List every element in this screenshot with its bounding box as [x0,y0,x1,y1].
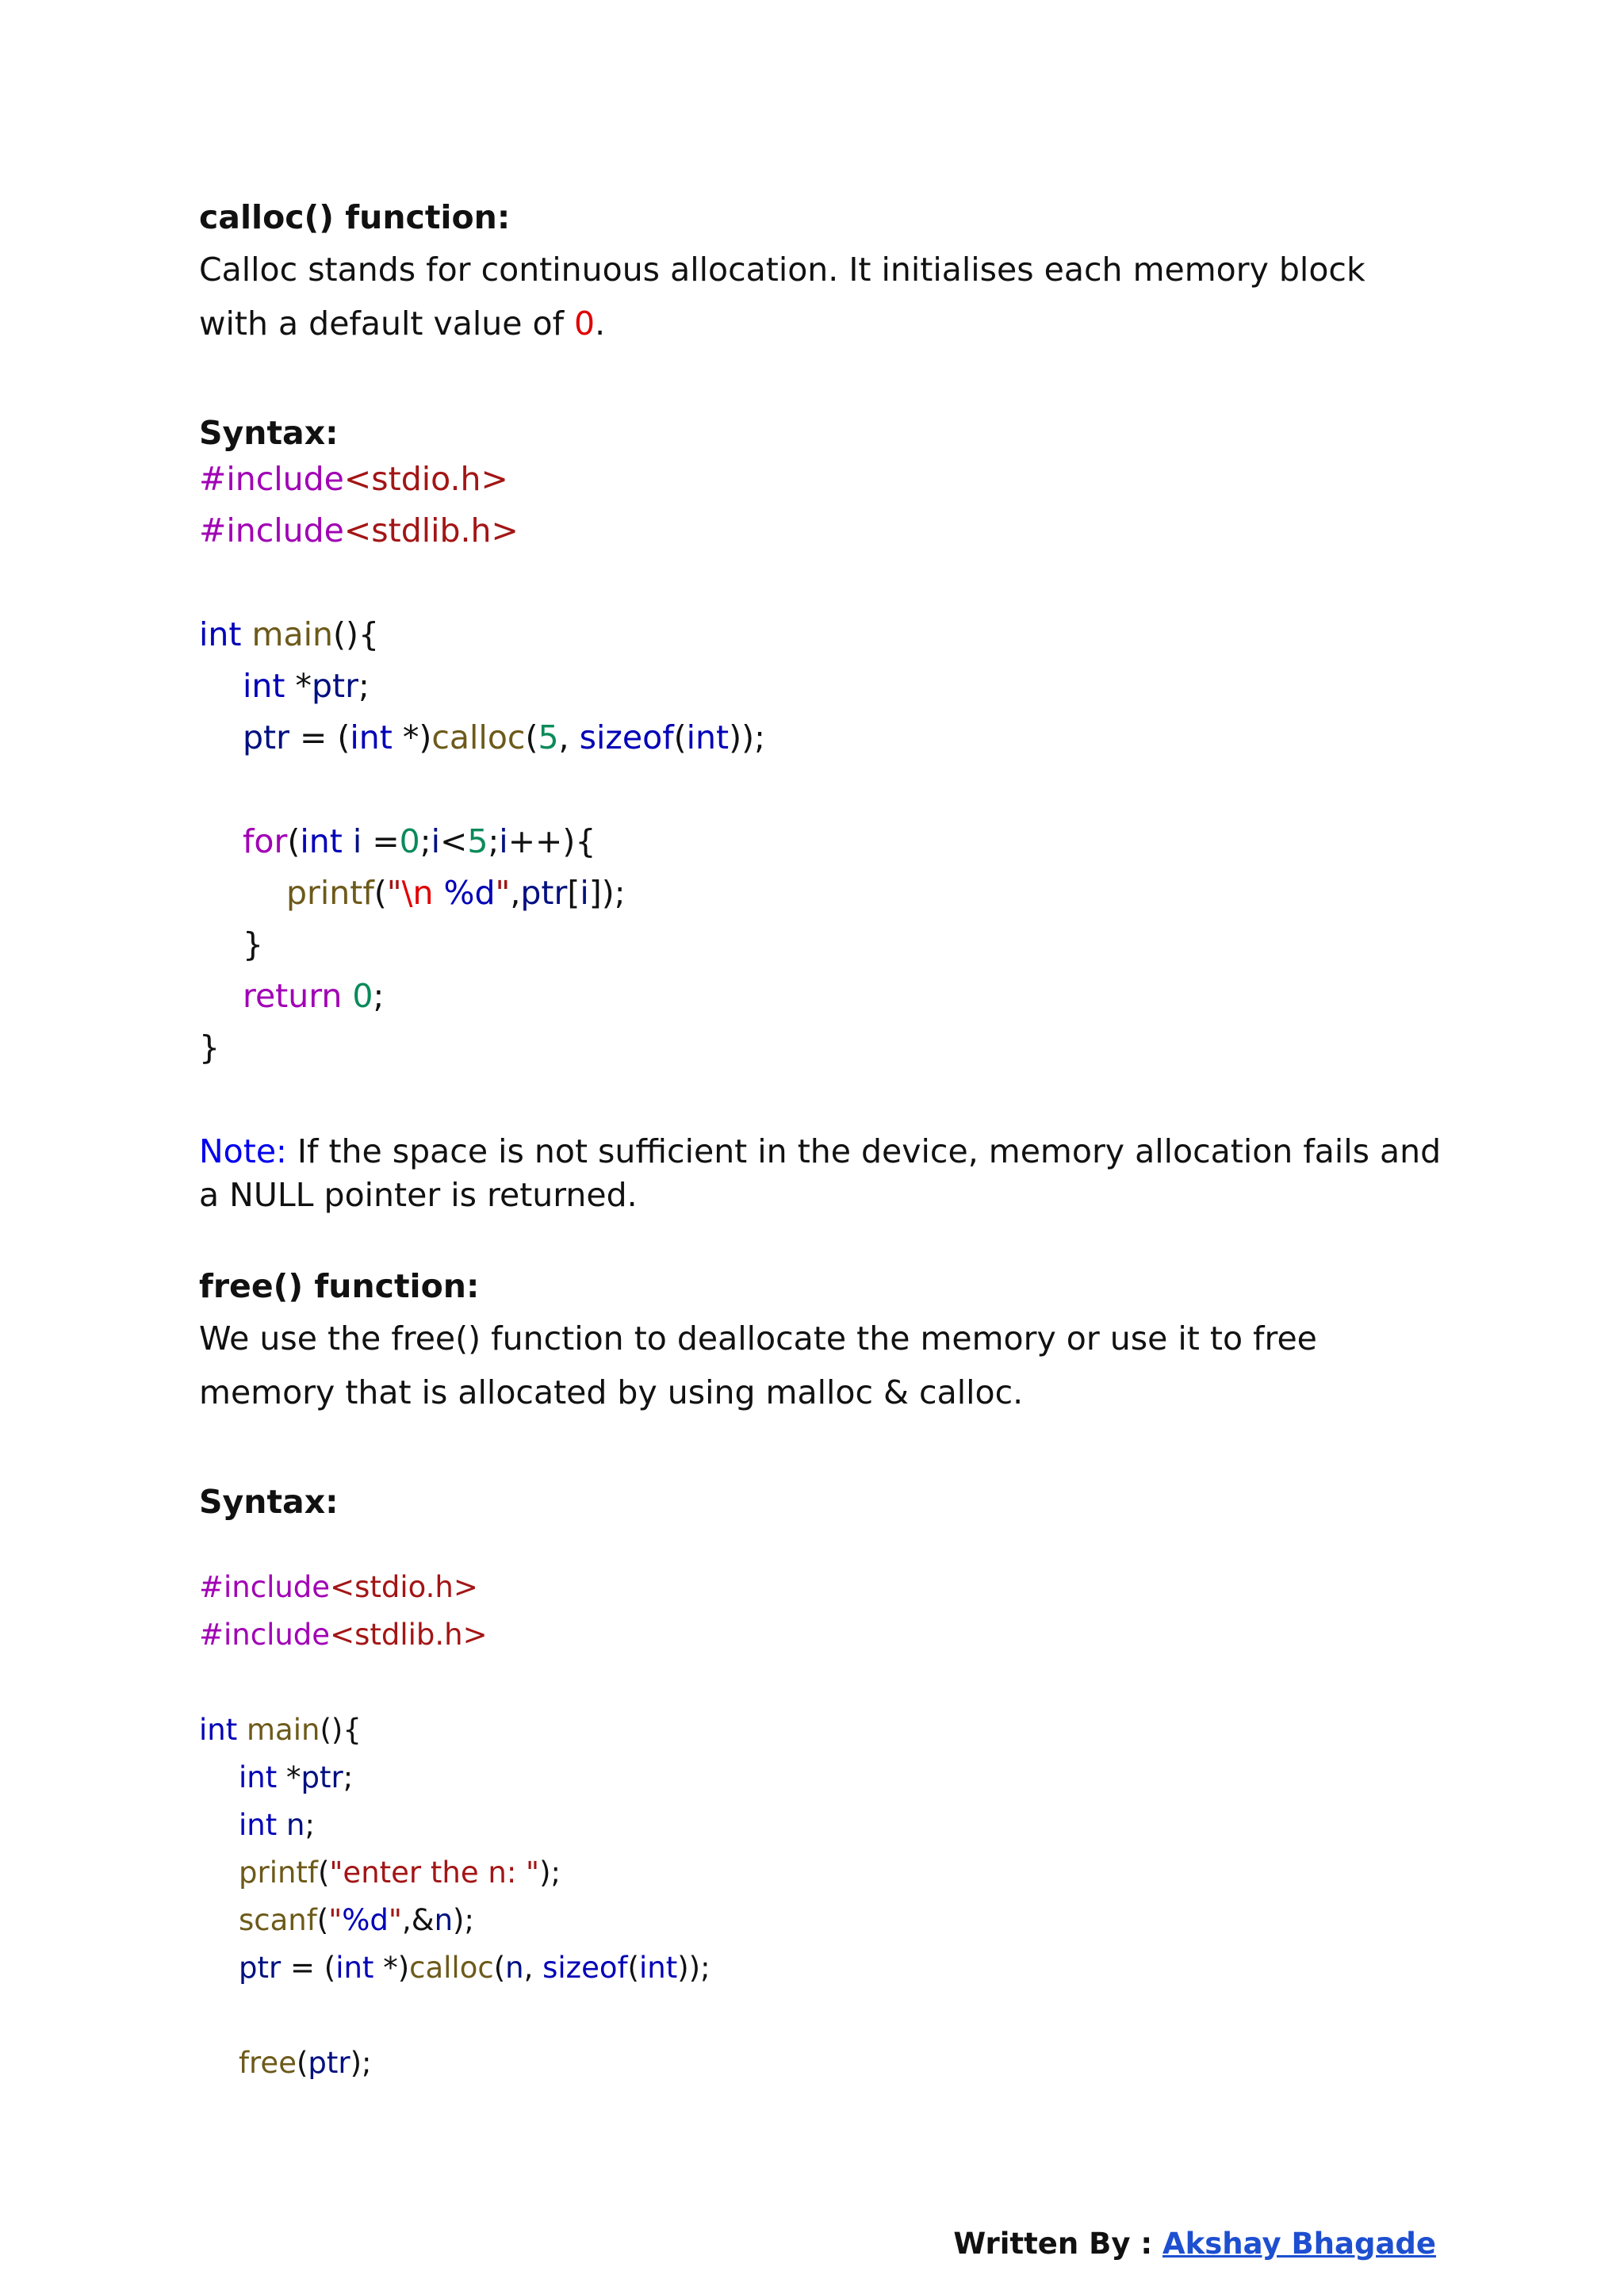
calloc-description-line-2 [199,304,605,343]
code-line: int main(){ [199,1713,362,1747]
code-line: return 0; [243,977,385,1015]
calloc-heading: calloc() function: [199,198,511,236]
calloc-syntax-heading: Syntax: [199,414,339,452]
calloc-description-end: . [595,304,606,343]
code-line: scanf("%d",&n); [239,1903,474,1937]
code-line: #include<stdio.h> [199,460,508,498]
note-text: If the space is not sufficient in the device, memory allocation fails and [286,1132,1442,1170]
code-line: int *ptr; [239,1760,354,1794]
code-line: #include<stdlib.h> [199,511,519,550]
calloc-description-text: with a default value of [199,304,575,343]
code-line: int main(){ [199,615,380,653]
note-label: Note: [199,1132,287,1170]
code-line: printf("\n %d",ptr[i]); [286,874,626,912]
calloc-description-line-1: Calloc stands for continuous allocation. It initialises each memory block [199,251,1365,289]
footer-label: Written By : [953,2227,1163,2261]
code-line: #include<stdlib.h> [199,1618,488,1652]
free-description-line-2: memory that is allocated by using malloc & calloc. [199,1373,1024,1411]
code-line: } [199,1028,220,1067]
code-line: ptr = (int *)calloc(5, sizeof(int)); [243,718,765,756]
default-value: 0 [574,304,596,343]
code-line: #include<stdio.h> [199,1570,478,1604]
free-syntax-heading: Syntax: [199,1483,339,1521]
note-line-2: a NULL pointer is returned. [199,1176,638,1214]
free-description-line-1: We use the free() function to deallocate the memory or use it to free [199,1319,1317,1358]
footer [953,2227,1436,2261]
code-line: printf("enter the n: "); [239,1855,561,1890]
code-line: ptr = (int *)calloc(n, sizeof(int)); [239,1951,710,1985]
code-line: free(ptr); [239,2046,372,2080]
code-line: for(int i =0;i<5;i++){ [243,822,596,860]
author-link[interactable]: Akshay Bhagade [1162,2227,1436,2261]
note-line-1 [199,1132,1441,1170]
code-line: int n; [239,1808,315,1842]
code-line: } [243,925,264,963]
code-line: int *ptr; [243,667,370,705]
free-heading: free() function: [199,1267,480,1305]
